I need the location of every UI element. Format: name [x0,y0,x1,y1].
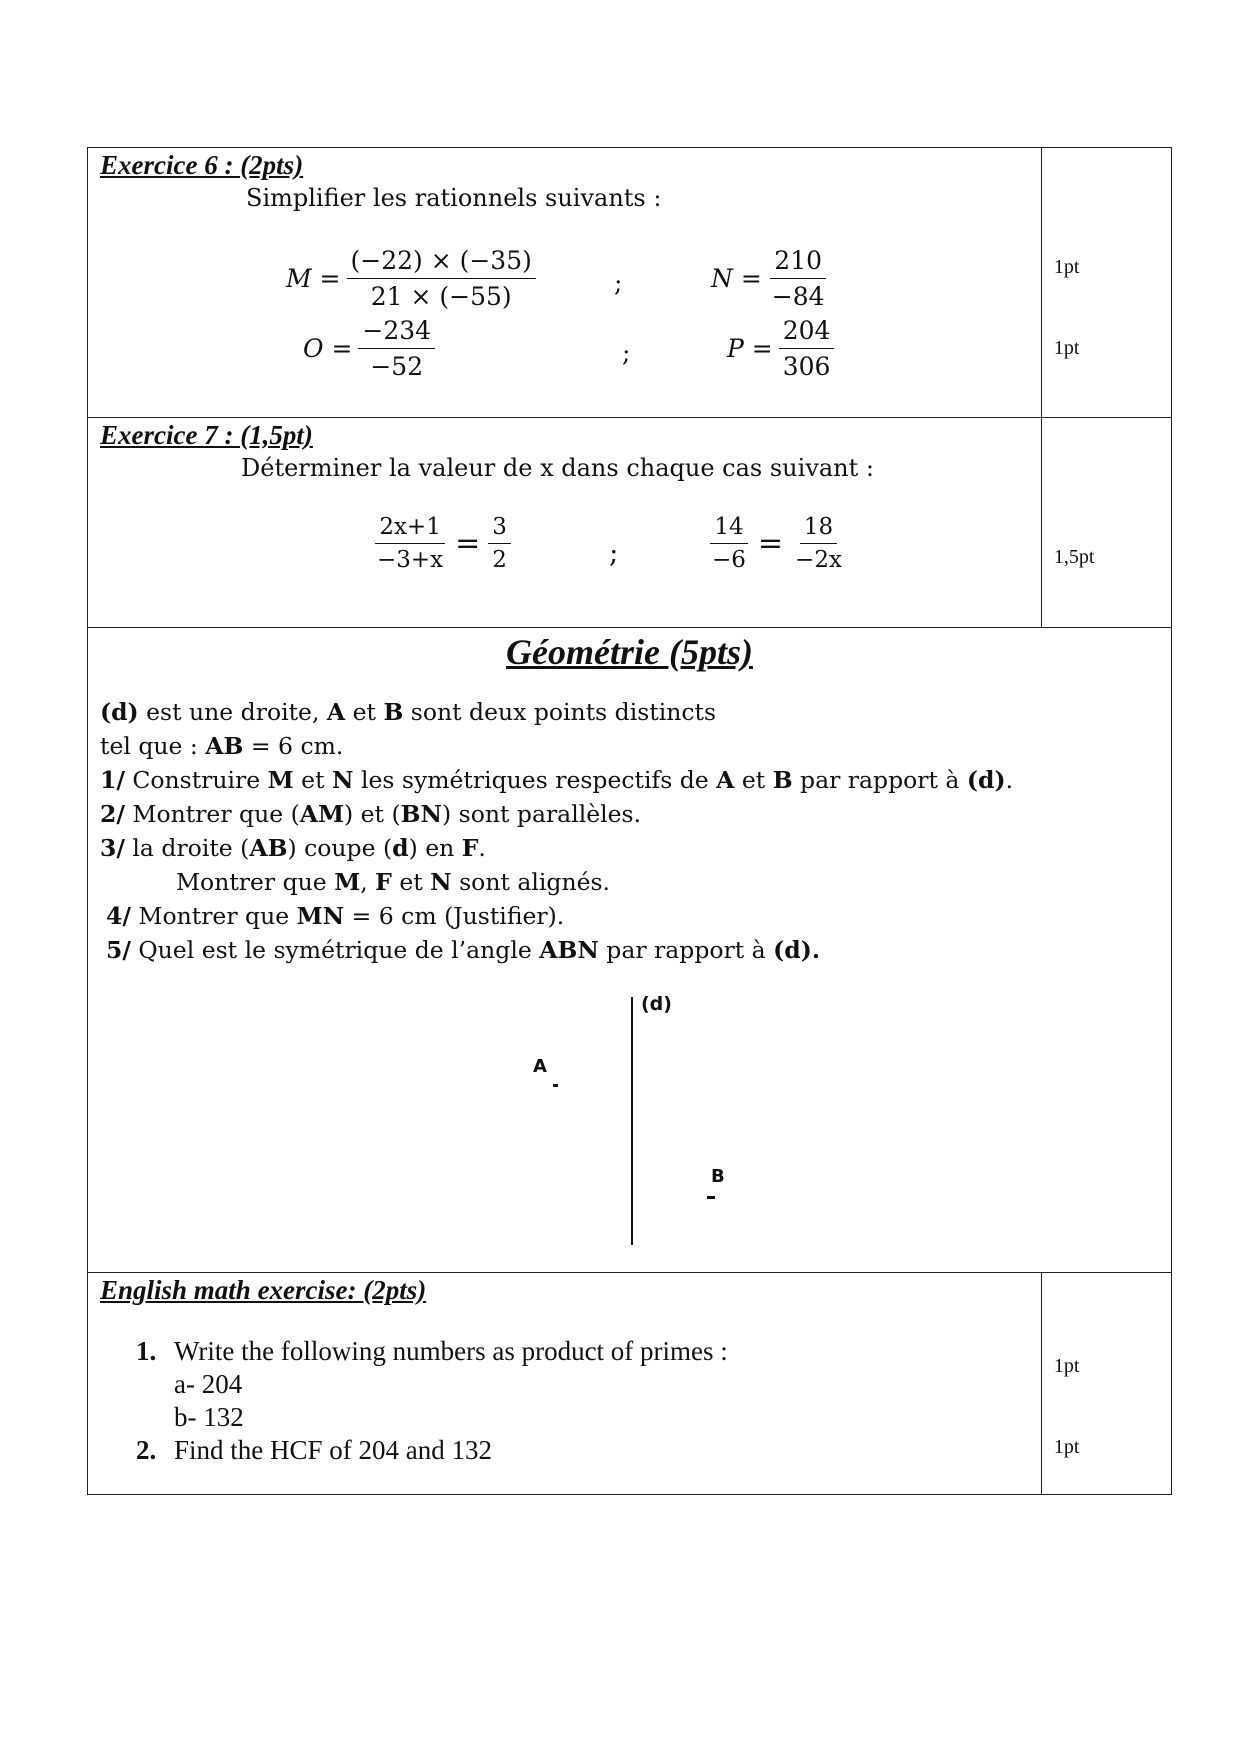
exercise-7-instruction: Déterminer la valeur de x dans chaque cas suivant : [241,454,874,482]
english-exercise-title: English math exercise: (2pts) [100,1275,427,1305]
eq1-denominator: −3+x [377,547,444,573]
statement-line: tel que : AB = 6 cm. [100,732,344,760]
eq2-equals: = [757,526,784,561]
eq2-left-fraction [708,514,750,573]
question-2: 2/ Montrer que (AM) et (BN) sont parallèles. [100,800,642,828]
P-label: P = [727,334,773,363]
expression-M [286,246,536,311]
M-label: M = [286,264,341,293]
english-exercise-row [88,1273,1172,1495]
O-numerator: −234 [358,316,435,349]
point-B-label: B [711,1166,725,1187]
points-label: 1pt [1053,337,1080,359]
expression-N [711,246,829,311]
O-label: O = [303,334,353,363]
point-B-mark [707,1196,715,1199]
eq2-numerator: 14 [710,514,747,544]
P-denominator: 306 [782,352,831,381]
eq1-right-fraction [488,514,511,573]
exercise-7-title: Exercice 7 : (1,5pt) [100,420,313,450]
N-fraction [768,246,829,311]
question-5: 5/ Quel est le symétrique de l’angle ABN par rapport à (d). [106,936,821,964]
question-4: 4/ Montrer que MN = 6 cm (Justifier). [106,902,565,930]
line-d-label: (d) [641,993,672,1015]
points-label: 1pt [1053,256,1080,278]
geometry-content [88,628,1172,1273]
statement-line: (d) est une droite, A et B sont deux points distincts [100,698,717,726]
english-question-1: 1. Write the following numbers as product of primes : [136,1336,728,1366]
exercise-6-points [1041,148,1171,418]
P-fraction [779,316,835,381]
eq1-equals: = [455,526,481,561]
geometry-title: Géométrie (5pts) [506,632,753,672]
equation-1 [373,514,511,573]
english-exercise-content [88,1273,1042,1495]
geometry-statement [100,695,1171,967]
N-label: N = [711,264,762,293]
O-denominator: −52 [370,352,424,381]
exercise-6-row [88,148,1172,418]
eq2-right-numerator: 18 [800,514,837,544]
N-denominator: −84 [771,282,825,311]
M-fraction [347,246,536,311]
point-A-label: A [533,1056,547,1077]
points-label: 1pt [1053,1436,1080,1458]
eq2-right-fraction [791,514,846,573]
separator: ; [609,536,619,569]
separator-1: ; [614,268,623,297]
exam-table [87,147,1172,1495]
exam-sheet [87,147,1172,1495]
points-label: 1,5pt [1053,546,1095,568]
eq1-right-denominator: 2 [492,547,507,573]
english-questions [136,1335,728,1467]
M-denominator: 21 × (−55) [370,282,512,311]
point-A-mark [553,1084,558,1087]
english-question-2: 2. Find the HCF of 204 and 132 [136,1435,493,1465]
expression-P [727,316,834,381]
P-numerator: 204 [779,316,835,349]
N-numerator: 210 [770,246,826,279]
eq1-numerator: 2x+1 [375,514,445,544]
exercise-6-content [88,148,1042,418]
geometry-row [88,628,1172,1273]
eq2-denominator: −6 [712,547,746,573]
equation-2 [708,514,846,573]
O-fraction [358,316,435,381]
line-d [631,997,633,1245]
english-question-1a: a- 204 [174,1369,243,1399]
exercise-7-points [1041,418,1171,628]
expression-O [303,316,435,381]
english-exercise-points [1041,1273,1171,1495]
question-1: 1/ Construire M et N les symétriques respectifs de A et B par rapport à (d). [100,766,1014,794]
eq2-right-denominator: −2x [795,547,842,573]
english-question-1b: b- 132 [174,1402,244,1432]
points-label: 1pt [1053,1355,1080,1377]
exercise-7-row [88,418,1172,628]
question-3: 3/ la droite (AB) coupe (d) en F. [100,834,486,862]
separator-2: ; [622,338,631,367]
exercise-6-title: Exercice 6 : (2pts) [100,150,304,180]
eq1-right-numerator: 3 [488,514,511,544]
exercise-6-instruction: Simplifier les rationnels suivants : [246,184,662,212]
eq1-left-fraction [373,514,447,573]
question-3-sub: Montrer que M, F et N sont alignés. [176,868,611,896]
exercise-7-content [88,418,1042,628]
M-numerator: (−22) × (−35) [347,246,536,279]
